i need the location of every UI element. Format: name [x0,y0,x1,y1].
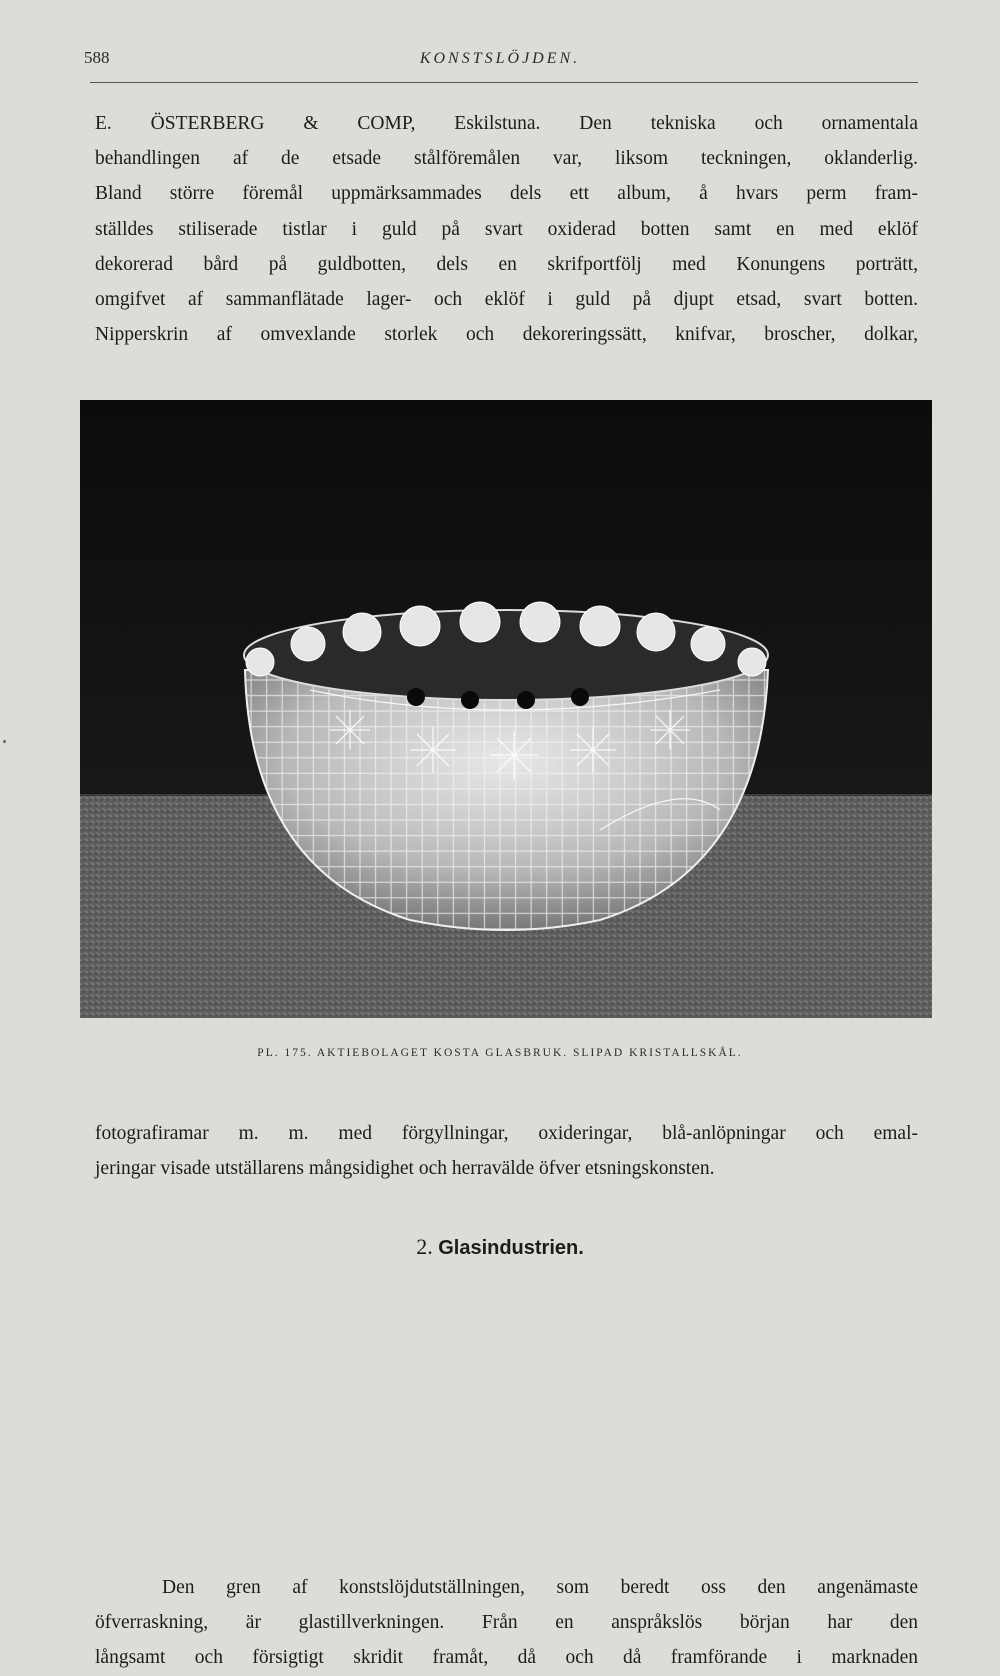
section-heading [0,1234,1000,1260]
text-line: Bland större föremål uppmärksammades dels ett album, å hvars perm fram- [95,183,918,205]
section-title: Glasindustrien. [438,1237,584,1259]
paragraph-continuation [95,1116,918,1186]
scan-speck [3,740,6,743]
text-line: fotografiramar m. m. med förgyllningar, oxideringar, blå-anlöpningar och emal- [95,1123,918,1144]
header-rule [90,82,918,83]
text-line: jeringar visade utställarens mångsidighet och herravälde öfver etsningskonsten. [95,1158,715,1180]
figure-caption: PL. 175. AKTIEBOLAGET KOSTA GLASBRUK. SLIPAD KRISTALLSKÅL. [257,1047,743,1059]
text-line: E. ÖSTERBERG & COMP, Eskilstuna. Den tekniska och ornamentala [95,113,918,134]
text-line: Nipperskrin af omvexlande storlek och dekoreringssätt, knifvar, broscher, dolkar, [95,324,918,346]
paragraph-glasindustrien [95,1570,918,1676]
text-line: behandlingen af de etsade stålföremålen var, liksom teckningen, oklanderlig. [95,148,918,170]
text-line: Den gren af konstslöjdutställningen, som beredt oss den angenämaste [162,1577,918,1598]
page-number: 588 [84,48,110,67]
plate-photograph [80,400,932,1018]
text-line: ställdes stiliserade tistlar i guld på svart oxiderad botten samt en med eklöf [95,218,918,240]
text-line: öfverraskning, är glastillverkningen. Från en anspråkslös början har den [95,1612,918,1634]
paragraph-osterberg [95,106,918,352]
crystal-bowl-photo [80,400,932,1018]
text-line: dekorerad bård på guldbotten, dels en skrifportfölj med Konungens porträtt, [95,253,918,275]
text-line: omgifvet af sammanflätade lager- och eklöf i guld på djupt etsad, svart botten. [95,289,918,311]
section-number: 2. [416,1234,433,1259]
running-title: KONSTSLÖJDEN. [419,50,581,67]
text-line: långsamt och försigtigt skridit framåt, då och då framförande i marknaden [95,1647,918,1669]
